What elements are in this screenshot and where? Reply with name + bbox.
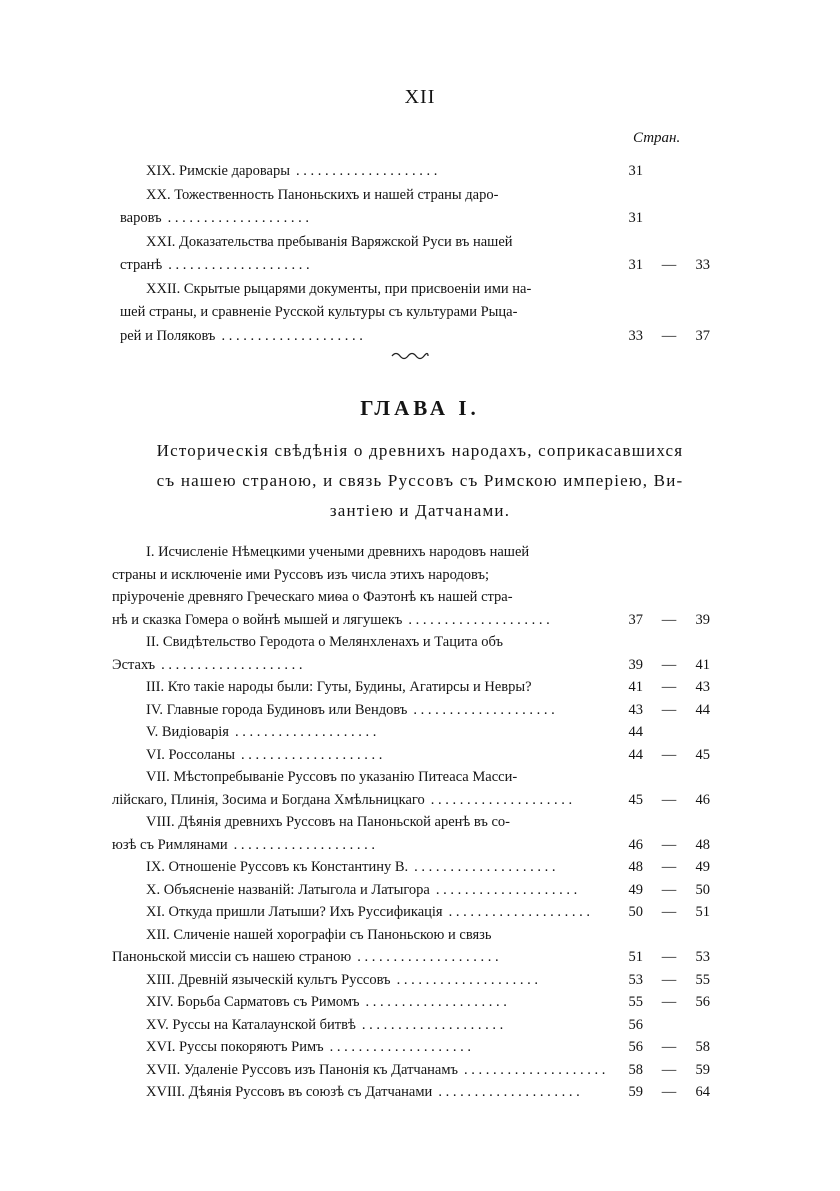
page-range-dash: — [661,1039,677,1055]
page-start: 49 [628,881,643,898]
leader-dots: . . . . . . . . . . . . . . . . . . . . [396,971,538,988]
toc-row [0,721,840,743]
toc-row [0,856,840,878]
toc-row [0,654,840,676]
page-end: 53 [695,949,710,965]
toc-row [0,301,840,323]
toc-row [0,991,840,1013]
page-range-dash: — [661,836,677,853]
toc-row [0,744,840,766]
toc-entry-text: XI. Откуда пришли Латыши? Ихъ Руссификація [146,904,443,920]
page-range-dash: — [661,746,677,763]
toc-entry-text: Эстахъ [112,656,156,673]
page-end: 44 [695,701,710,718]
toc-row [0,254,840,276]
page-end: 56 [695,994,710,1010]
leader-dots: . . . . . . . . . . . . . . . . . . . . [240,746,383,763]
leader-dots: . . . . . . . . . . . . . . . . . . . . [233,836,376,853]
toc-entry-text: VI. Россоланы [146,746,235,763]
leader-dots: . . . . . . . . . . . . . . . . . . . . [167,210,309,226]
page-end: 46 [695,791,710,808]
page-start: 58 [628,1061,643,1078]
toc-row [0,676,840,698]
toc-entry-text: XIX. Римскіе даровары [146,163,290,179]
page-start: 31 [628,163,643,179]
page-start: 44 [628,724,643,740]
page-range-dash: — [661,949,677,965]
toc-row [0,946,840,968]
toc-entry-text: XIV. Борьба Сарматовъ съ Римомъ [146,994,360,1010]
toc-entry-text: I. Исчисленіе Нѣмецкими учеными древнихъ народовъ нашей [146,544,530,560]
toc-entry-text: XVI. Руссы покоряютъ Римъ [146,1039,324,1055]
page-number: XII [404,86,436,108]
toc-entry-text: странѣ [120,257,163,273]
page-start: 53 [628,971,643,988]
page-start: 33 [628,327,643,344]
leader-dots: . . . . . . . . . . . . . . . . . . . . [414,859,556,875]
leader-dots: . . . . . . . . . . . . . . . . . . . . [234,724,377,740]
pages-column-header: Стран. [633,130,681,146]
toc-entry-text: юзѣ съ Римлянами [112,836,228,853]
page-range-dash: — [661,904,677,920]
page-range-dash: — [661,881,677,898]
toc-entry-text: XVIII. Дѣянія Руссовъ въ союзѣ съ Датчанами [146,1084,433,1100]
leader-dots: . . . . . . . . . . . . . . . . . . . . [408,611,550,628]
page-range-dash: — [661,1084,677,1100]
toc-entry-text: IX. Отношеніе Руссовъ къ Константину В. [146,859,409,875]
toc-row [0,541,840,563]
leader-dots: . . . . . . . . . . . . . . . . . . . . [161,656,303,673]
leader-dots: . . . . . . . . . . . . . . . . . . . . [361,1016,504,1033]
leader-dots: . . . . . . . . . . . . . . . . . . . . [296,163,438,179]
toc-entry-text: XX. Тожественность Паноньскихъ и нашей страны даро- [146,186,499,203]
page-start: 44 [628,746,643,763]
toc-row [0,586,840,608]
toc-entry-text: XII. Сличеніе нашей хорографіи съ Паноньскою и связь [146,926,492,943]
toc-entry-text: X. Объясненіе названій: Латыгола и Латыгора [146,881,430,898]
page-end: 48 [695,836,710,853]
page-end: 39 [695,611,710,628]
toc-row [0,879,840,901]
leader-dots: . . . . . . . . . . . . . . . . . . . . [357,949,499,965]
toc-entry-text: рей и Поляковъ [120,327,216,344]
leader-dots: . . . . . . . . . . . . . . . . . . . . [464,1061,606,1078]
page-end: 45 [695,746,710,763]
page-range-dash: — [661,611,677,628]
page-range-dash: — [661,994,677,1010]
page-end: 49 [695,859,710,875]
toc-row [0,231,840,253]
toc-row [0,1059,840,1081]
toc-row [0,1014,840,1036]
toc-row [0,1081,840,1103]
toc-entry-text: лійскаго, Плинія, Зосима и Богдана Хмѣльницкаго [112,791,425,808]
toc-entry-text: II. Свидѣтельство Геродота о Мелянхленахъ и Тацита объ [146,634,504,650]
page-range-dash: — [661,327,677,344]
page-start: 31 [628,257,643,273]
leader-dots: . . . . . . . . . . . . . . . . . . . . [221,327,363,344]
toc-row [0,1036,840,1058]
page-range-dash: — [661,257,677,273]
page-range-dash: — [661,859,677,875]
toc-entry-text: шей страны, и сравненіе Русской культуры съ культурами Рыца- [120,304,518,320]
toc-row [0,789,840,811]
leader-dots: . . . . . . . . . . . . . . . . . . . . [430,791,573,808]
leader-dots: . . . . . . . . . . . . . . . . . . . . [435,881,578,898]
leader-dots: . . . . . . . . . . . . . . . . . . . . [413,701,555,718]
toc-entry-text: XVII. Удаленіе Руссовъ изъ Панонія къ Датчанамъ [146,1061,459,1078]
leader-dots: . . . . . . . . . . . . . . . . . . . . [448,904,590,920]
page-range-dash: — [661,791,677,808]
page-range-dash: — [661,971,677,988]
toc-row [0,207,840,229]
toc-entry-text: XIII. Древній языческій культъ Руссовъ [146,971,391,988]
toc-row [0,834,840,856]
ornament-divider [390,350,430,362]
leader-dots: . . . . . . . . . . . . . . . . . . . . [438,1084,580,1100]
page-start: 46 [628,836,643,853]
leader-dots: . . . . . . . . . . . . . . . . . . . . [329,1039,472,1055]
toc-entry-text: VIII. Дѣянія древнихъ Руссовъ на Паноньской аренѣ въ со- [146,814,511,830]
page-start: 39 [628,656,643,673]
toc-row [0,160,840,182]
toc-entry-text: V. Видіоварія [146,724,229,740]
chapter-title: ГЛАВА I. [360,396,480,420]
toc-row [0,631,840,653]
toc-entry-text: варовъ [120,210,162,226]
toc-entry-text: VII. Мѣстопребываніе Руссовъ по указанію Питеаса Масси- [146,769,518,785]
page-end: 59 [695,1061,710,1078]
page-start: 41 [628,679,643,695]
page-start: 37 [628,611,643,628]
toc-entry-text: XV. Руссы на Каталаунской битвѣ [146,1016,356,1033]
toc-row [0,699,840,721]
page-end: 37 [695,327,710,344]
toc-entry-text: страны и исключеніе ими Руссовъ изъ числа этихъ народовъ; [112,566,490,583]
page-range-dash: — [661,656,677,673]
page-end: 58 [695,1039,710,1055]
page-range-dash: — [661,679,677,695]
toc-entry-text: XXI. Доказательства пребыванія Варяжской Руси въ нашей [146,233,513,250]
page-start: 56 [628,1016,643,1033]
toc-row [0,184,840,206]
chapter-subtitle-line: зантіею и Датчанами. [329,501,511,520]
page-range-dash: — [661,1061,677,1078]
page-end: 51 [695,904,710,920]
page-end: 41 [695,656,710,673]
toc-row [0,564,840,586]
page-start: 59 [628,1084,643,1100]
page-end: 50 [695,881,710,898]
chapter-subtitle-line: съ нашею страною, и связь Руссовъ съ Римскою имперіею, Ви- [156,471,684,490]
toc-row [0,924,840,946]
page-start: 43 [628,701,643,718]
page-start: 56 [628,1039,643,1055]
toc-entry-text: Паноньской миссіи съ нашею страною [112,949,352,965]
page-end: 55 [695,971,710,988]
toc-row [0,609,840,631]
toc-row [0,969,840,991]
toc-entry-text: III. Кто такіе народы были: Гуты, Будины, Агатирсы и Невры? [146,679,532,695]
page-end: 43 [695,679,710,695]
toc-entry-text: нѣ и сказка Гомера о войнѣ мышей и лягушекъ [112,611,403,628]
page-start: 45 [628,791,643,808]
page-start: 50 [628,904,643,920]
page-end: 33 [695,257,710,273]
toc-row [0,325,840,347]
page-start: 55 [628,994,643,1010]
toc-entry-text: пріуроченіе древняго Греческаго миѳа о Фаэтонѣ къ нашей стра- [112,589,513,605]
leader-dots: . . . . . . . . . . . . . . . . . . . . [168,257,310,273]
toc-row [0,901,840,923]
page-start: 31 [628,210,643,226]
toc-row [0,278,840,300]
leader-dots: . . . . . . . . . . . . . . . . . . . . [365,994,507,1010]
page-end: 64 [695,1084,710,1100]
chapter-subtitle-line: Историческія свѣдѣнія о древнихъ народахъ, соприкасавшихся [156,441,684,460]
page-start: 48 [628,859,643,875]
toc-row [0,811,840,833]
page-start: 51 [628,949,643,965]
page-range-dash: — [661,701,677,718]
toc-entry-text: XXII. Скрытые рыцарями документы, при присвоеніи ими на- [146,280,532,297]
toc-row [0,766,840,788]
toc-entry-text: IV. Главные города Будиновъ или Вендовъ [146,701,408,718]
